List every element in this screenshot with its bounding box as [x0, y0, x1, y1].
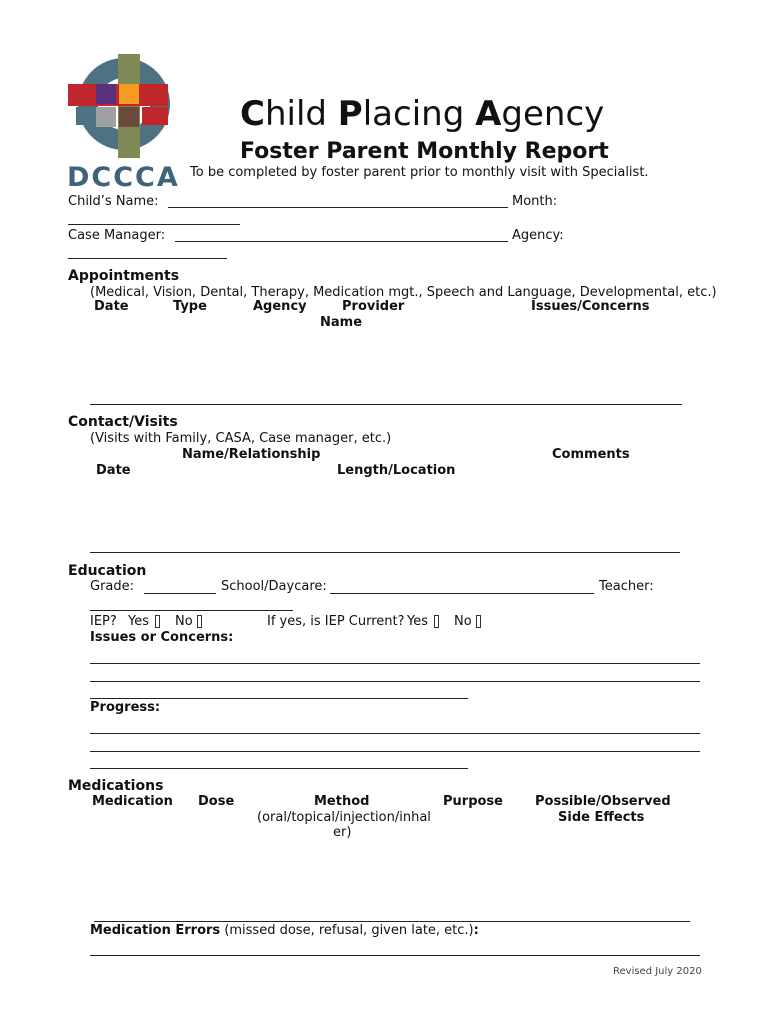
child-name-field[interactable] — [168, 207, 508, 208]
iep-yes-checkbox[interactable] — [155, 615, 160, 628]
contacts-end-line — [90, 552, 680, 553]
case-manager-field[interactable] — [175, 241, 508, 242]
contact-col-comments: Comments — [552, 447, 630, 462]
appointments-end-line — [90, 404, 682, 405]
issues-line-1[interactable] — [90, 663, 700, 664]
title-cap-p: P — [337, 94, 363, 134]
medications-end-line — [94, 921, 690, 922]
title-rest-a: gency — [501, 94, 605, 134]
teacher-field[interactable] — [90, 610, 293, 611]
revised-date: Revised July 2020 — [613, 966, 702, 977]
iep-current-no-checkbox[interactable] — [476, 615, 481, 628]
medication-errors-note: (missed dose, refusal, given late, etc.) — [224, 923, 474, 938]
iep-current-label: If yes, is IEP Current? — [267, 614, 405, 629]
case-manager-label: Case Manager: — [68, 228, 166, 243]
contact-col-length-location: Length/Location — [337, 463, 456, 478]
progress-line-1[interactable] — [90, 733, 700, 734]
appt-col-agency: Agency — [253, 299, 307, 314]
month-label: Month: — [512, 194, 558, 209]
iep-current-yes-label: Yes — [407, 614, 428, 629]
contact-col-name-relationship: Name/Relationship — [182, 447, 321, 462]
med-col-side-effects-1: Possible/Observed — [535, 794, 671, 809]
med-col-method-note-2: er) — [333, 825, 352, 840]
contacts-heading: Contact/Visits — [68, 414, 178, 430]
logo-mark — [66, 54, 170, 158]
page-subtitle: Foster Parent Monthly Report — [240, 139, 609, 164]
contact-col-date: Date — [96, 463, 131, 478]
progress-label: Progress: — [90, 700, 161, 715]
child-name-label: Child’s Name: — [68, 194, 159, 209]
medication-errors-label: Medication Errors — [90, 923, 221, 938]
teacher-label: Teacher: — [599, 579, 654, 594]
appt-col-issues: Issues/Concerns — [531, 299, 650, 314]
iep-current-no-label: No — [454, 614, 472, 629]
iep-label: IEP? — [90, 614, 117, 629]
issues-label: Issues or Concerns: — [90, 630, 234, 645]
logo-text: DCCCA — [67, 162, 180, 193]
title-cap-c: C — [240, 94, 265, 134]
contacts-note: (Visits with Family, CASA, Case manager, etc.) — [90, 431, 392, 446]
grade-field[interactable] — [144, 593, 216, 594]
medication-errors-line[interactable] — [90, 955, 700, 956]
agency-label: Agency: — [512, 228, 564, 243]
appt-col-date: Date — [94, 299, 129, 314]
medication-errors-row — [90, 923, 479, 938]
appt-col-provider-name: Name — [320, 315, 363, 330]
agency-logo — [66, 54, 180, 193]
progress-line-3[interactable] — [90, 768, 468, 769]
issues-line-3[interactable] — [90, 698, 468, 699]
progress-line-2[interactable] — [90, 751, 700, 752]
iep-no-checkbox[interactable] — [197, 615, 202, 628]
medications-heading: Medications — [68, 778, 164, 794]
med-col-purpose: Purpose — [443, 794, 503, 809]
school-field[interactable] — [330, 593, 594, 594]
title-rest-c: hild — [264, 94, 338, 134]
iep-yes-label: Yes — [128, 614, 149, 629]
issues-line-2[interactable] — [90, 681, 700, 682]
page-title — [240, 94, 604, 134]
iep-current-yes-checkbox[interactable] — [434, 615, 439, 628]
grade-label: Grade: — [90, 579, 135, 594]
education-heading: Education — [68, 563, 147, 579]
med-col-medication: Medication — [92, 794, 173, 809]
med-col-method: Method — [314, 794, 370, 809]
med-col-side-effects-2: Side Effects — [558, 810, 645, 825]
iep-no-label: No — [175, 614, 193, 629]
school-label: School/Daycare: — [221, 579, 327, 594]
instruction-text: To be completed by foster parent prior to monthly visit with Specialist. — [190, 165, 649, 180]
appointments-heading: Appointments — [68, 268, 180, 284]
appt-col-provider: Provider — [342, 299, 405, 314]
agency-field[interactable] — [68, 258, 227, 259]
appointments-note: (Medical, Vision, Dental, Therapy, Medication mgt., Speech and Language, Developmental, etc.) — [90, 285, 717, 300]
month-field[interactable] — [68, 224, 240, 225]
medication-errors-colon: : — [473, 923, 479, 938]
title-rest-p: lacing — [362, 94, 476, 134]
med-col-dose: Dose — [198, 794, 235, 809]
med-col-method-note-1: (oral/topical/injection/inhal — [257, 810, 431, 825]
appt-col-type: Type — [173, 299, 207, 314]
title-cap-a: A — [475, 94, 502, 134]
